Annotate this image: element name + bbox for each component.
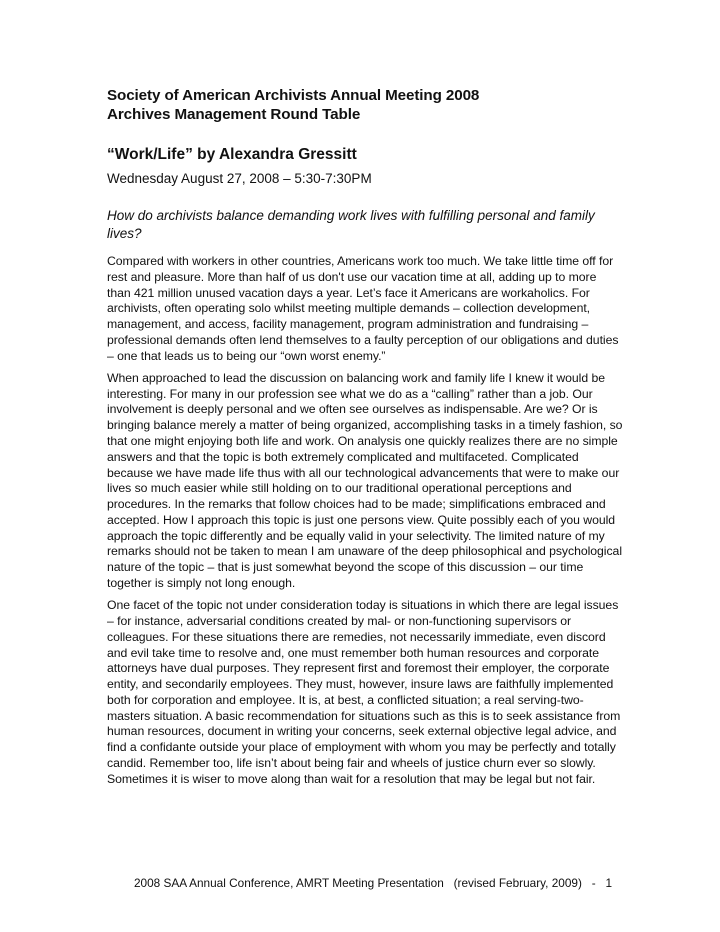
guiding-question: How do archivists balance demanding work lives with fulfilling personal and family lives? bbox=[107, 208, 595, 241]
document-title bbox=[107, 86, 479, 124]
session-date: Wednesday August 27, 2008 – 5:30-7:30PM bbox=[107, 171, 372, 186]
paragraph: When approached to lead the discussion on balancing work and family life I knew it would be interesting. For many in our profession see what we do as a “calling” rather than a job. Our involvement is deeply personal and we often see ourselves as indispensable. Are we? Or is bringing balance merely a matter of being organized, accomplishing tasks in a timely fashion, so that one might enjoying both life and work. On analysis one quickly realizes there are no simple answers and that the topic is both extremely complicated and multifaceted. Complicated because we have made life thus with all our technological advancements that were to make our lives so much easier while still holding on to our traditional operational perceptions and procedures. In the remarks that follow choices had to be made; simplifications embraced and accepted. How I approach this topic is just one persons view. Quite possibly each of you would approach the topic differently and be equally valid in your selectivity. The limited nature of my remarks should not be taken to mean I am unaware of the deep philosophical and psychological nature of the topic – that is just somewhat beyond the scope of this discussion – our time together is simply not long enough. bbox=[107, 370, 623, 591]
title-line-2: Archives Management Round Table bbox=[107, 106, 361, 123]
paragraph: One facet of the topic not under consideration today is situations in which there are legal issues – for instance, adversarial conditions created by mal- or non-functioning supervisors or colleagues. For these situations there are remedies, not necessarily immediate, even discord and evil take time to resolve and, one must remember both human resources and corporate attorneys have dual purposes. They represent first and foremost their employer, the corporate entity, and secondarily employees. They must, however, insure laws are faithfully implemented both for corporation and employee. It is, at best, a conflicted situation; a real serving-two-masters situation. A basic recommendation for situations such as this is to seek assistance from human resources, document in writing your concerns, seek external objective legal advice, and find a confidante outside your place of employment with whom you may be perfectly and totally candid. Remember too, life isn’t about being fair and wheels of justice churn ever so slowly. Sometimes it is wiser to move along than wait for a resolution that may be legal but not fair. bbox=[107, 598, 621, 786]
session-title: “Work/Life” by Alexandra Gressitt bbox=[107, 146, 357, 163]
paragraph: Compared with workers in other countries, Americans work too much. We take little time off for rest and pleasure. More than half of us don't use our vacation time at all, adding up to more than 421 million unused vacation days a year. Let’s face it Americans are workaholics. For archivists, often operating solo whilst meeting multiple demands – collection development, management, and access, facility management, program administration and fundraising – professional demands often lend themselves to a faulty perception of our obligations and duties – one that leads us to being our “own worst enemy.” bbox=[107, 254, 619, 363]
page-footer: 2008 SAA Annual Conference, AMRT Meeting Presentation (revised February, 2009) - 1 bbox=[134, 876, 613, 890]
title-line-1: Society of American Archivists Annual Meeting 2008 bbox=[107, 87, 480, 104]
body-text bbox=[107, 254, 623, 794]
